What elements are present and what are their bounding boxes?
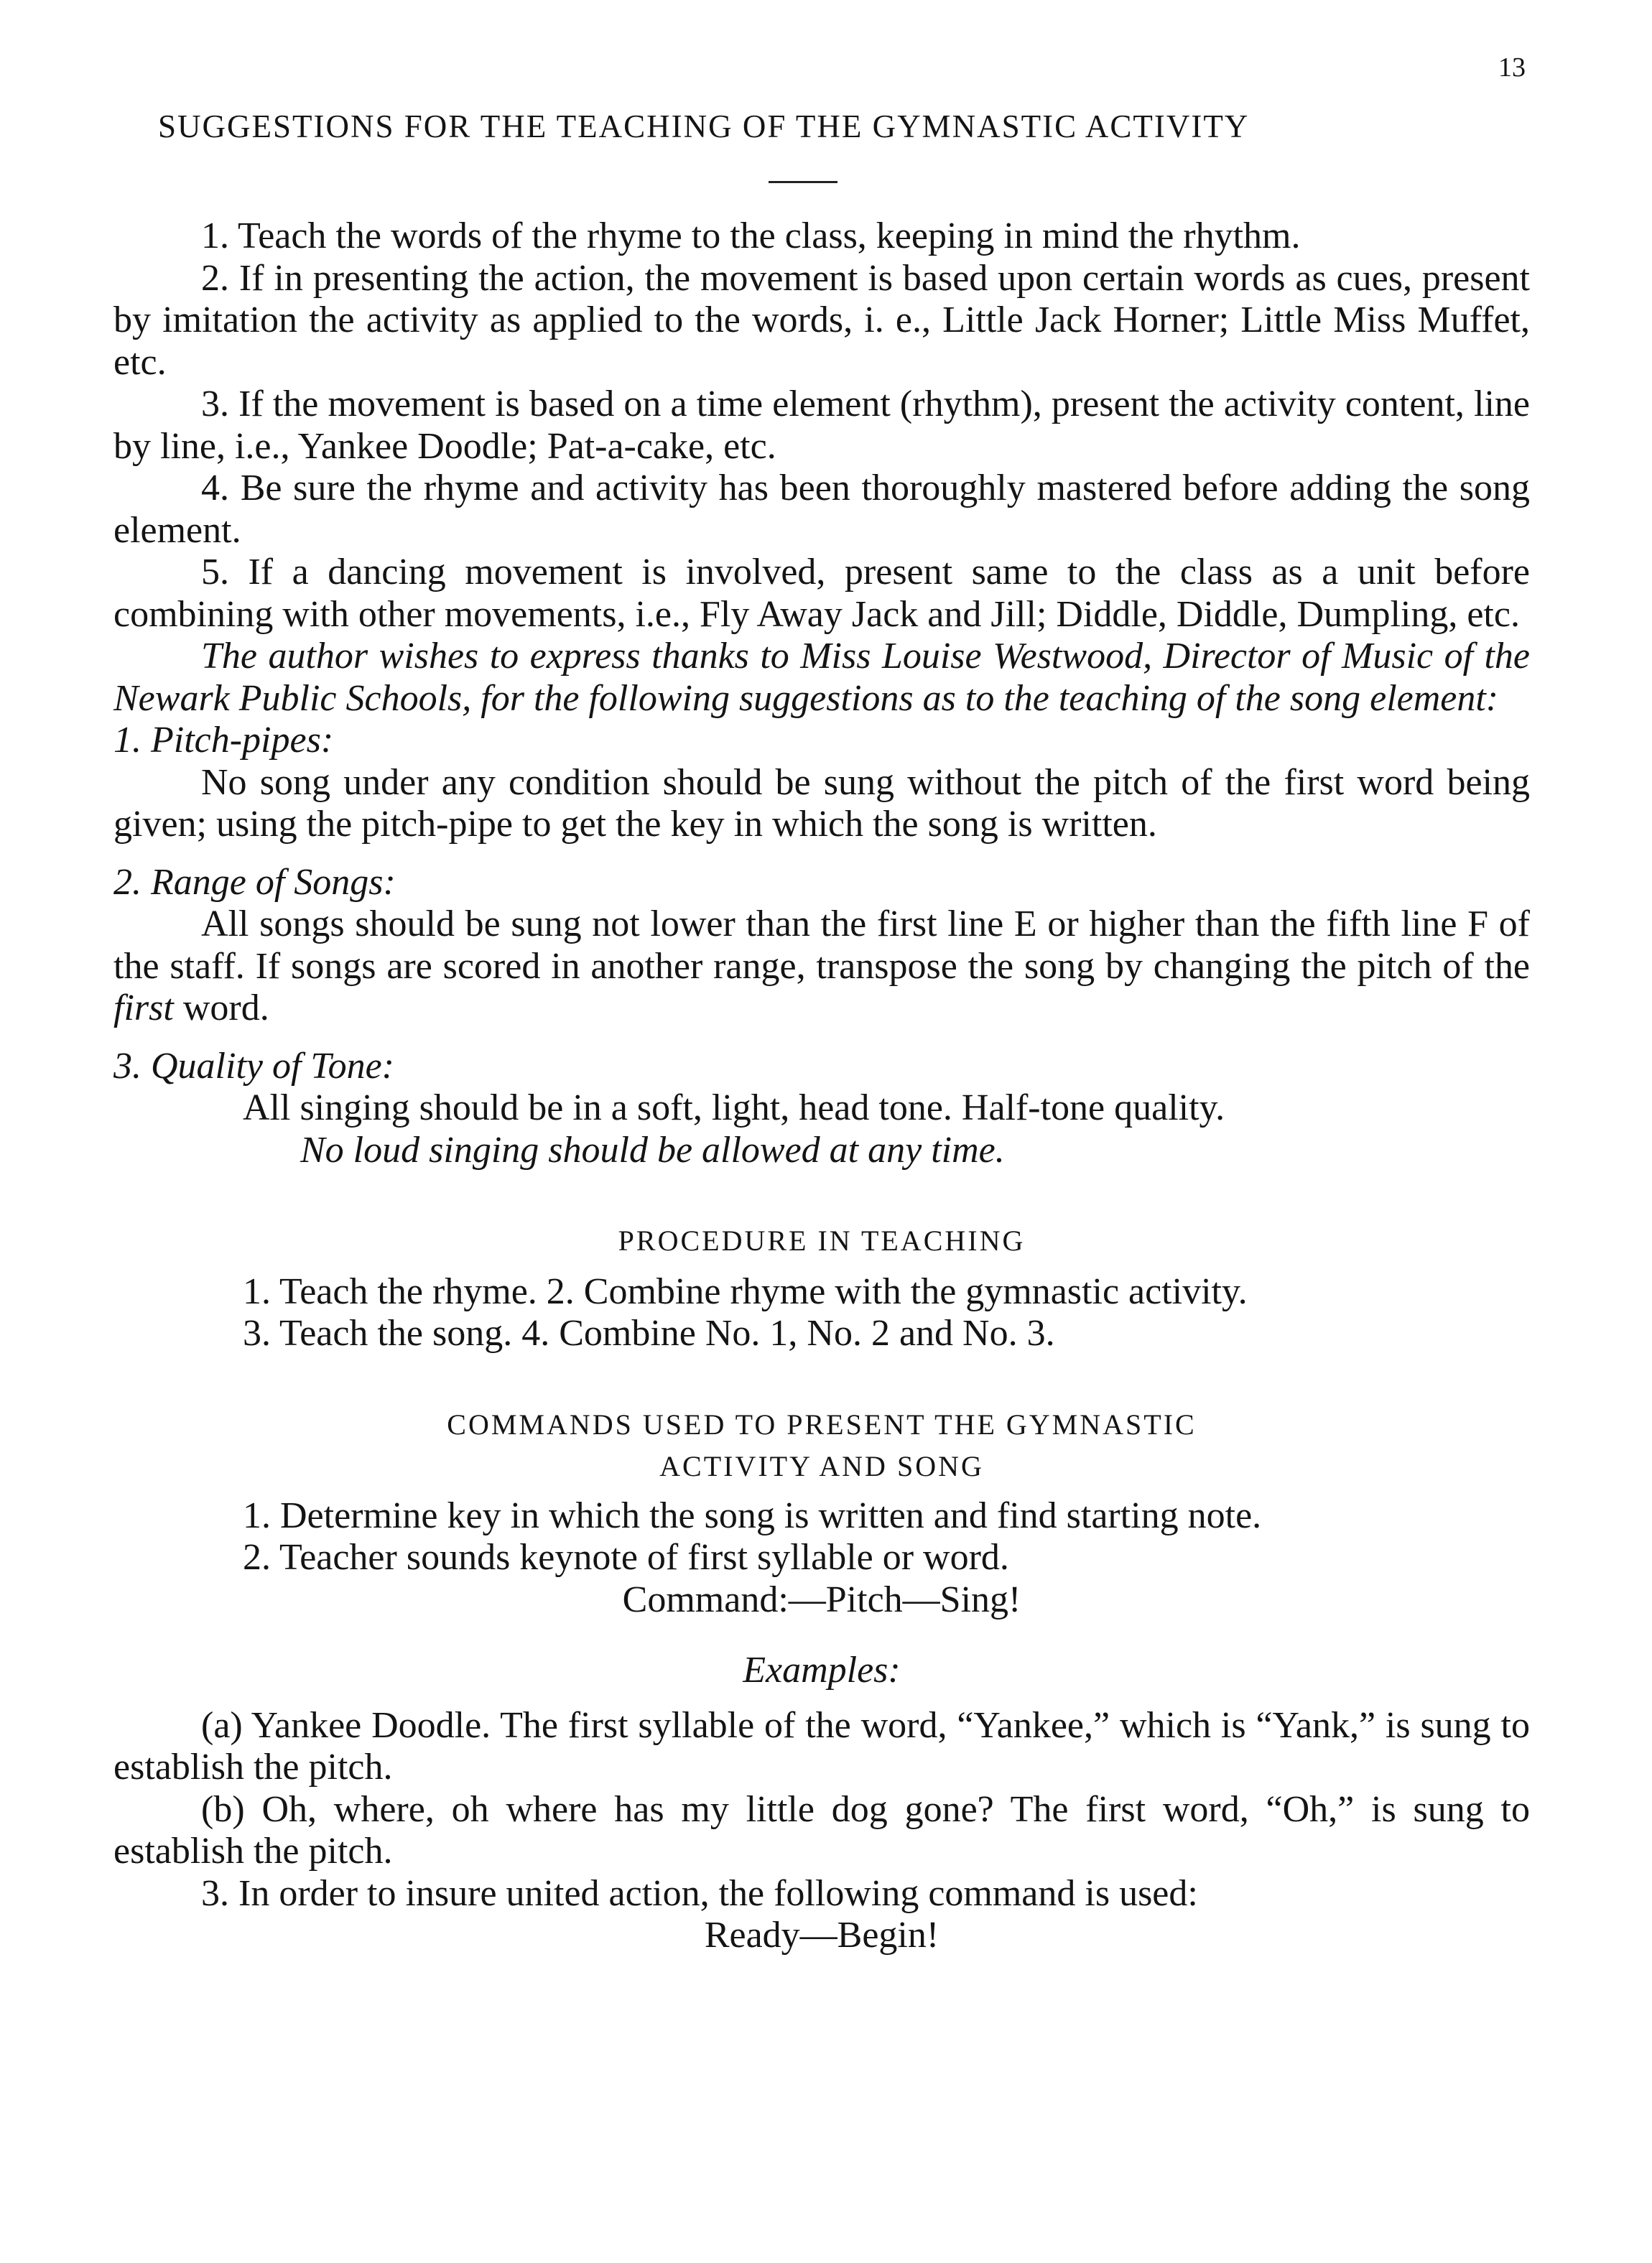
examples-heading: Examples: [743,1650,901,1691]
examples-command: Ready—Begin! [704,1915,939,1956]
thanks-paragraph: The author wishes to express thanks to Miss Louise Westwood, Director of Music of the Newark Public Schools, for the following suggestions as to the teaching of the song element: [113,636,1530,719]
body-text [113,215,1530,1957]
pitch-pipes-heading: 1. Pitch-pipes: [113,720,334,761]
quality-heading: 3. Quality of Tone: [113,1045,394,1087]
range-text-b: word. [173,988,269,1028]
examples-item-3: 3. In order to insure united action, the following command is used: [201,1872,1198,1914]
step-2: 2. If in presenting the action, the movement is based upon certain words as cues, present by imitation the activity as applied to the words, i. e., Little Jack Horner; Little Miss Muffet, etc. [113,257,1530,383]
title-divider [769,181,837,183]
commands-item-2: 2. Teacher sounds keynote of first syllable or word. [243,1537,1009,1578]
quality-text: All singing should be in a soft, light, head tone. Half-tone quality. [243,1087,1225,1128]
commands-command: Command:—Pitch—Sing! [622,1579,1021,1620]
procedure-heading: PROCEDURE IN TEACHING [618,1225,1026,1257]
range-heading: 2. Range of Songs: [113,861,396,903]
pitch-pipes-text: No song under any condition should be sung without the pitch of the first word being given; using the pitch-pipe to get the key in which the song is written. [113,761,1530,845]
procedure-line-2: 3. Teach the song. 4. Combine No. 1, No. 2 and No. 3. [243,1313,1055,1354]
quality-note: No loud singing should be allowed at any time. [300,1129,1005,1171]
example-a: (a) Yankee Doodle. The first syllable of the word, “Yankee,” which is “Yank,” is sung to establish the pitch. [113,1704,1530,1788]
commands-heading-1: COMMANDS USED TO PRESENT THE GYMNASTIC [447,1408,1197,1441]
range-text-a: All songs should be sung not lower than the first line E or higher than the fifth line F of the staff. If songs are scored in another range, transpose the song by changing the pitch of the [113,903,1530,987]
step-1: 1. Teach the words of the rhyme to the class, keeping in mind the rhythm. [201,215,1301,256]
page-title: SUGGESTIONS FOR THE TEACHING OF THE GYMNASTIC ACTIVITY [158,108,1250,144]
step-5: 5. If a dancing movement is involved, present same to the class as a unit before combining with other movements, i.e., Fly Away Jack and Jill; Diddle, Diddle, Dumpling, etc. [113,552,1530,635]
example-b: (b) Oh, where, oh where has my little dog gone? The first word, “Oh,” is sung to establish the pitch. [113,1788,1530,1872]
range-text-em: first [113,988,174,1028]
procedure-line-1: 1. Teach the rhyme. 2. Combine rhyme with the gymnastic activity. [243,1270,1248,1312]
range-text [113,903,1530,1030]
commands-item-1: 1. Determine key in which the song is written and find starting note. [243,1495,1262,1536]
commands-heading-2: ACTIVITY AND SONG [659,1450,984,1482]
page-number: 13 [1498,52,1526,83]
step-3: 3. If the movement is based on a time element (rhythm), present the activity content, line by line, i.e., Yankee Doodle; Pat-a-cake, etc. [113,384,1530,467]
step-4: 4. Be sure the rhyme and activity has been thoroughly mastered before adding the song element. [113,468,1530,551]
